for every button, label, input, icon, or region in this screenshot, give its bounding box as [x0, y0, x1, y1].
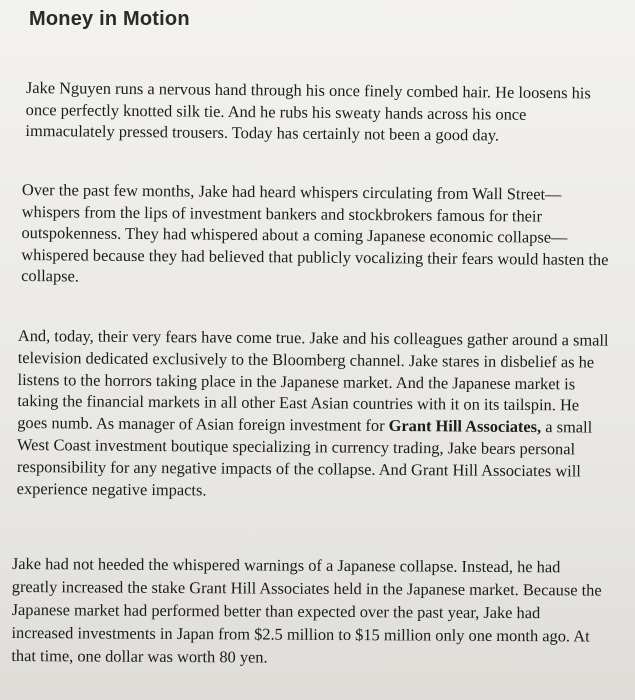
paragraph-4-line: that time, one dollar was worth 80 yen. [11, 645, 268, 667]
paragraph-3-line: taking the financial markets in all other East Asian countries with it on its tailspin. He [17, 391, 580, 415]
paragraph-2-line: whispers from the lips of investment bankers and stockbrokers famous for their [21, 201, 543, 226]
paragraph-3-line: experience negative impacts. [16, 478, 207, 500]
paragraph-2-line: whispered because they had believed that publicly vocalizing their fears would hasten the [21, 244, 609, 269]
paragraph-3-line: And, today, their very fears have come true. Jake and his colleagues gather around a small [17, 325, 609, 350]
paragraph-2-line: collapse. [21, 266, 80, 286]
paragraph-3-line: listens to the horrors taking place in the Japanese market. And the Japanese market is [17, 369, 576, 393]
firm-name-bold: Grant Hill Associates, [388, 416, 542, 437]
paragraph-1-line: once perfectly knotted silk tie. And he rubs his sweaty hands across his once [25, 99, 527, 124]
paragraph-2-line: Over the past few months, Jake had heard whispers circulating from Wall Street— [21, 179, 562, 204]
paragraph-3-text: goes numb. As manager of Asian foreign investment for [17, 413, 389, 436]
paragraph-1-line: Jake Nguyen runs a nervous hand through his once finely combed hair. He loosens his [25, 77, 591, 103]
paragraph-4-line: increased investments in Japan from $2.5 million to $15 million only one month ago. At [11, 622, 590, 646]
paragraph-3 [17, 325, 630, 504]
paragraph-2-line: outspokenness. They had whispered about a coming Japanese economic collapse— [21, 223, 568, 247]
paragraph-4-line: Japanese market had performed better than expected over the past year, Jake had [11, 599, 541, 623]
paragraph-2 [21, 179, 628, 292]
paragraph-3-line: West Coast investment boutique specializing in currency trading, Jake bears personal [16, 434, 576, 459]
paragraph-3-line: television dedicated exclusively to the Bloomberg channel. Jake stares in disbelief as he [17, 347, 595, 372]
paragraph-4-line: Jake had not heeded the whispered warnings of a Japanese collapse. Instead, he had [11, 553, 561, 577]
paragraph-1-line: immaculately pressed trousers. Today has certainly not been a good day. [25, 121, 500, 145]
paragraph-3-line: responsibility for any negative impacts of the collapse. And Grant Hill Associates will [16, 456, 581, 481]
paragraph-1 [25, 77, 616, 147]
paragraph-4 [11, 552, 630, 671]
paragraph-4-line: greatly increased the stake Grant Hill Associates held in the Japanese market. Because the [11, 576, 602, 600]
paragraph-3-text: a small [541, 417, 593, 437]
document-title: Money in Motion [29, 8, 190, 30]
